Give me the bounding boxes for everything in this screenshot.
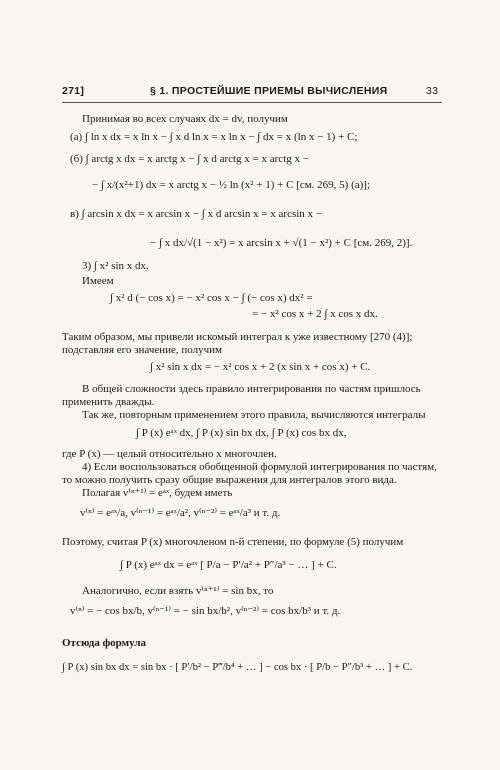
formula-line: в) ∫ arcsin x dx = x arcsin x − ∫ x d arcsin x = x arcsin x −: [70, 208, 323, 220]
text-line: то можно получить сразу общие выражения для интегралов этого вида.: [62, 474, 397, 486]
text-line: Принимая во всех случаях dx = dv, получим: [82, 113, 288, 125]
formula-line: = − x² cos x + 2 ∫ x cos x dx.: [252, 308, 378, 320]
formula-line: v⁽ⁿ⁾ = eᵃˣ/a, v⁽ⁿ⁻¹⁾ = eᵃˣ/a², v⁽ⁿ⁻²⁾ = eᵃˣ/a³ и т. д.: [80, 507, 281, 519]
header-title: § 1. ПРОСТЕЙШИЕ ПРИЕМЫ ВЫЧИСЛЕНИЯ: [150, 85, 388, 97]
text-line: В общей сложности здесь правило интегрирования по частям пришлось: [82, 383, 421, 395]
text-line: подставляя его значение, получим: [62, 344, 223, 356]
formula-line: ∫ P (x) eᵃˣ dx, ∫ P (x) sin bx dx, ∫ P (x) cos bx dx,: [136, 427, 347, 439]
formula-line: ∫ x² d (− cos x) = − x² cos x − ∫ (− cos x) dx² =: [110, 292, 313, 304]
text-line: 3) ∫ x² sin x dx.: [82, 260, 149, 272]
text-line: Так же, повторным применением этого правила, вычисляются интегралы: [82, 409, 426, 421]
formula-line: (a) ∫ ln x dx = x ln x − ∫ x d ln x = x ln x − ∫ dx = x (ln x − 1) + C;: [70, 131, 358, 143]
text-line: 4) Если воспользоваться обобщенной формулой интегрирования по частям,: [82, 461, 437, 473]
formula-line: − ∫ x dx/√(1 − x²) = x arcsin x + √(1 − x²) + C [см. 269, 2)].: [150, 237, 413, 249]
formula-line: ∫ x² sin x dx = − x² cos x + 2 (x sin x + cos x) + C.: [150, 361, 371, 373]
header-section-ref: 271]: [62, 85, 85, 97]
text-line: Поэтому, считая P (x) многочленом n-й степени, по формуле (5) получим: [62, 536, 404, 548]
text-line: Таким образом, мы привели искомый интеграл к уже известному [270 (4)];: [62, 331, 413, 343]
formula-line: ∫ P (x) sin bx dx = sin bx · [ P′/b² − P‴/b⁴ + … ] − cos bx · [ P/b − P″/b³ + … ] + C.: [62, 662, 413, 673]
text-line: Полагая v⁽ⁿ⁺¹⁾ = eᵃˣ, будем иметь: [82, 487, 233, 499]
formula-line: ∫ P (x) eᵃˣ dx = eᵃˣ [ P/a − P′/a² + P″/a³ − … ] + C.: [120, 559, 337, 571]
text-line: Отсюда формула: [62, 637, 147, 649]
text-line: Имеем: [82, 275, 114, 287]
formula-line: v⁽ⁿ⁾ = − cos bx/b, v⁽ⁿ⁻¹⁾ = − sin bx/b², v⁽ⁿ⁻²⁾ = cos bx/b³ и т. д.: [70, 605, 341, 617]
header-page-number: 33: [426, 85, 439, 97]
header-rule: [62, 102, 442, 103]
formula-line: (б) ∫ arctg x dx = x arctg x − ∫ x d arctg x = x arctg x −: [70, 153, 309, 165]
text-line: Аналогично, если взять v⁽ⁿ⁺¹⁾ = sin bx, то: [82, 585, 274, 597]
text-line: применить дважды.: [62, 396, 155, 408]
text-line: где P (x) — целый относительно x многочлен.: [62, 448, 277, 460]
formula-line: − ∫ x/(x²+1) dx = x arctg x − ½ ln (x² + 1) + C [см. 269, 5) (а)];: [92, 179, 371, 191]
